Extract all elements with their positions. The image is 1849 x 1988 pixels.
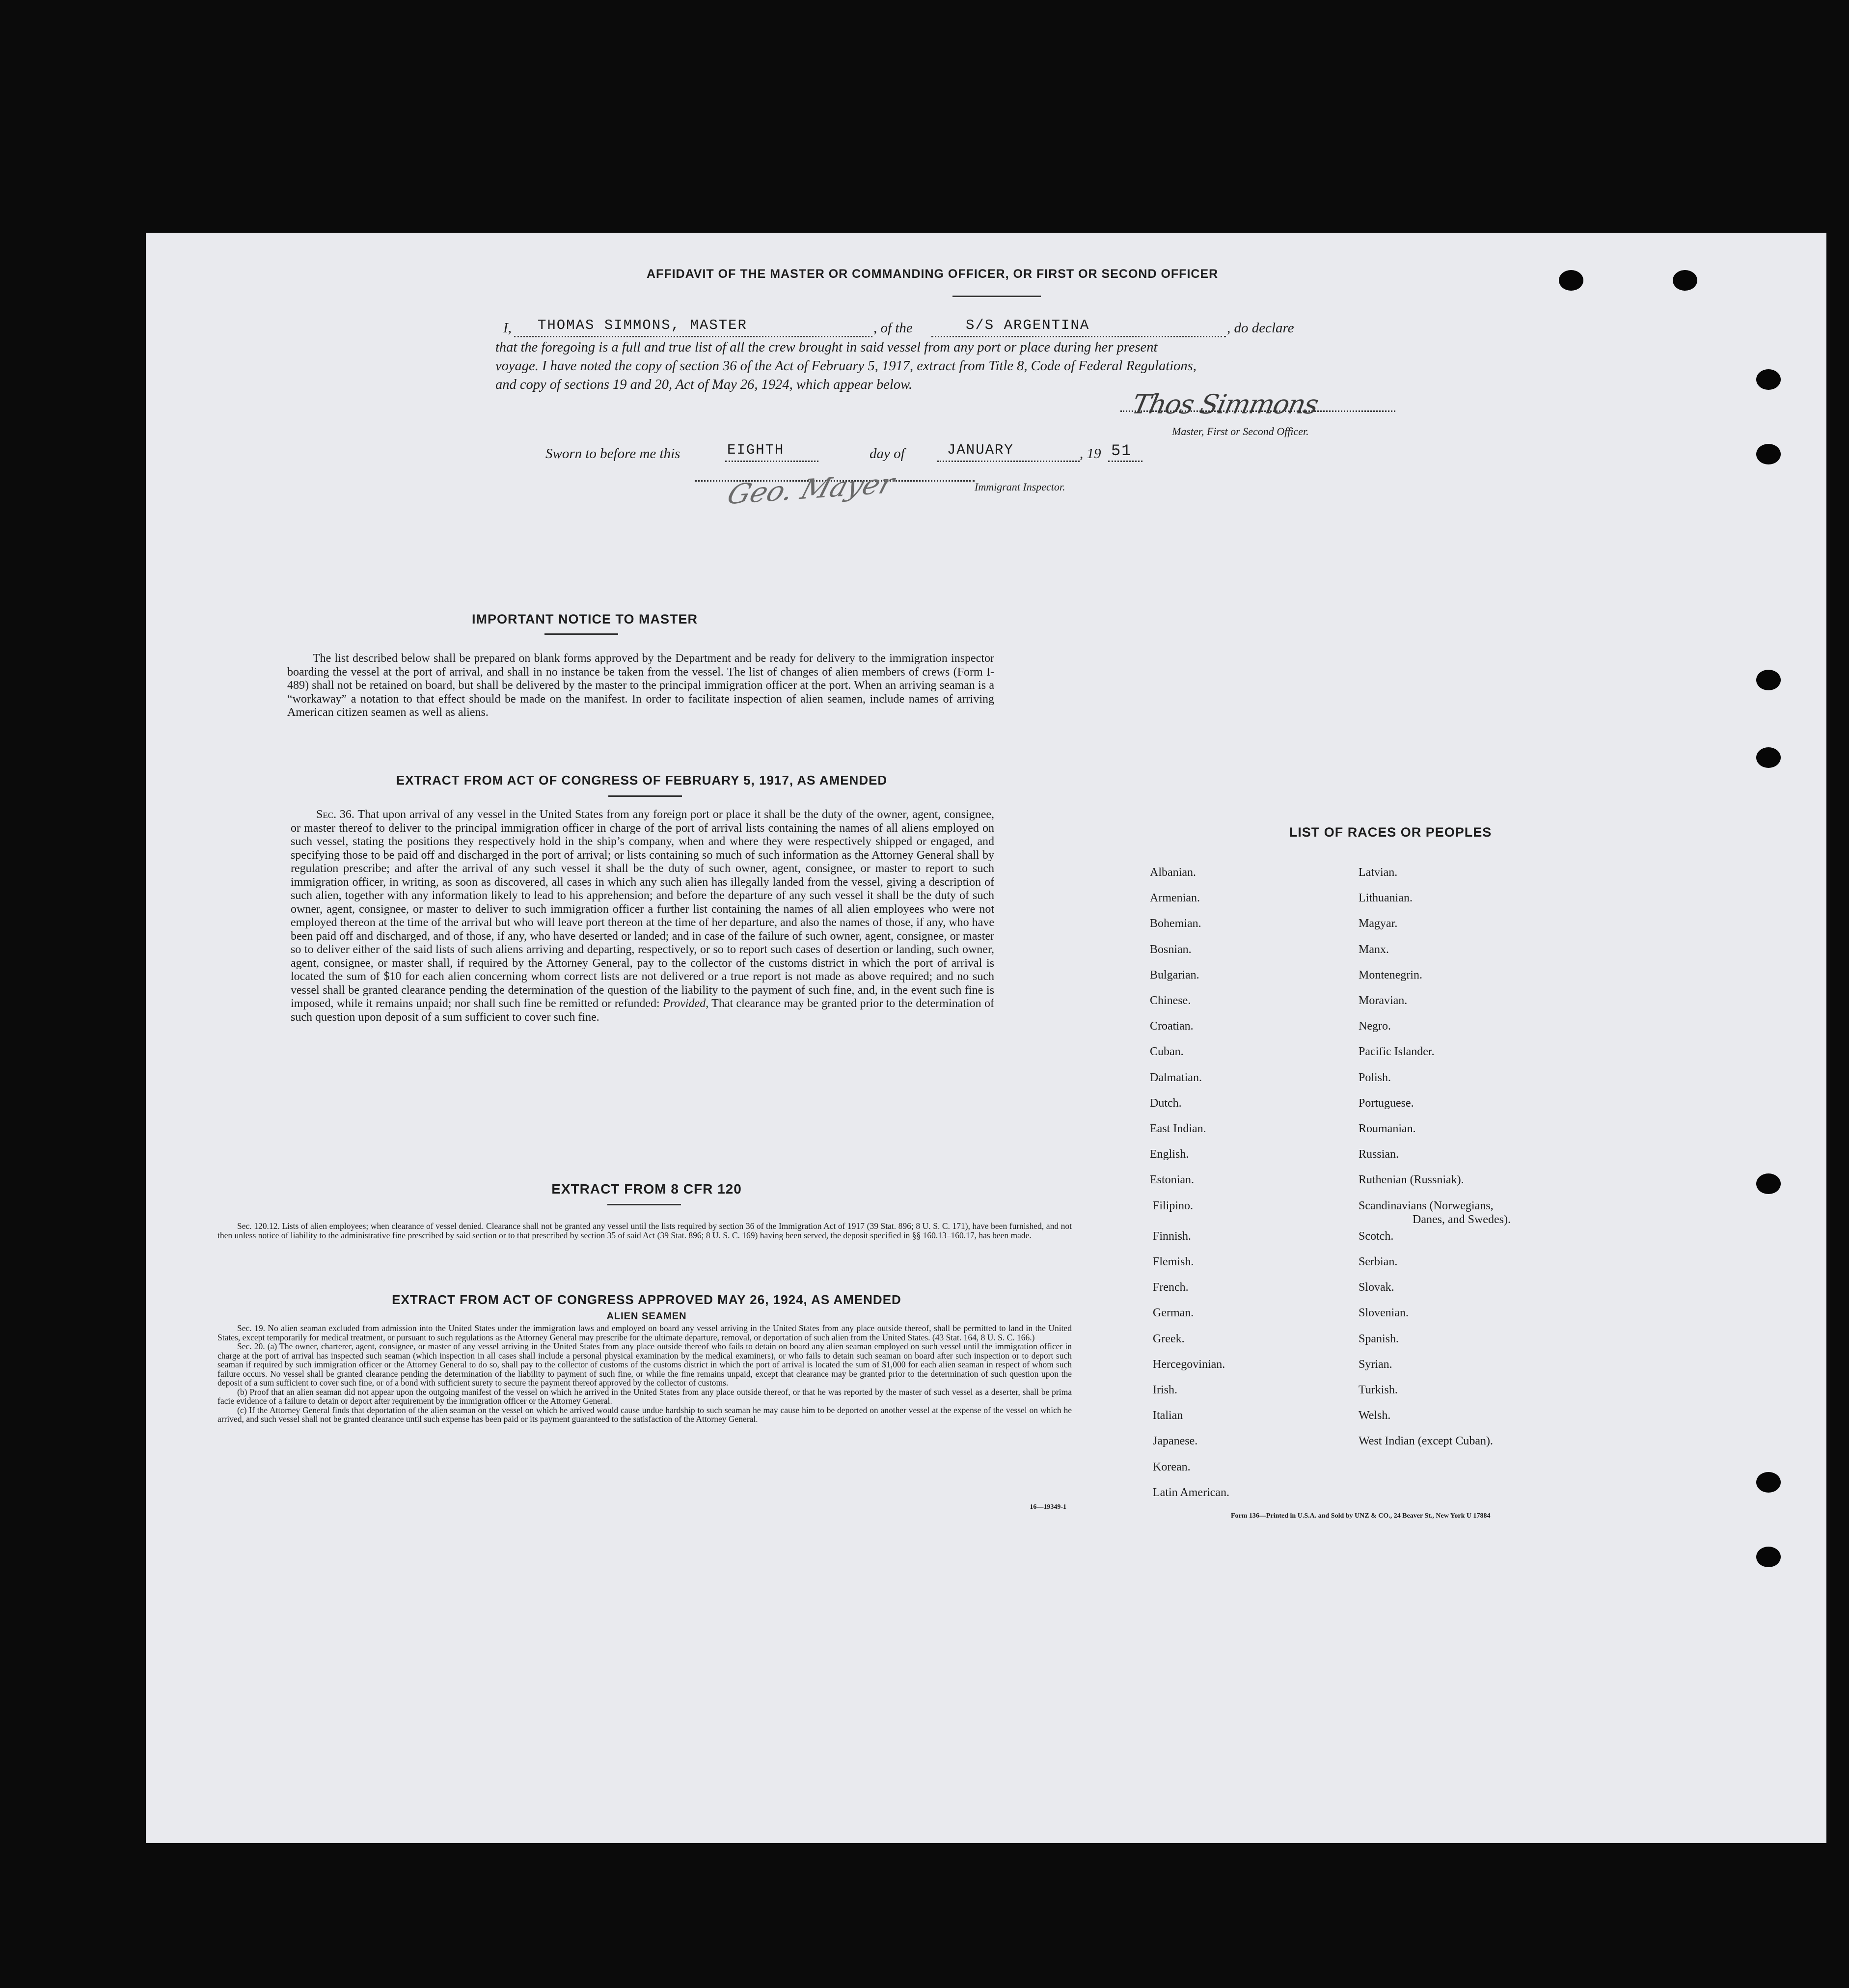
race-item: Finnish.	[1153, 1229, 1192, 1243]
sworn-day-line	[725, 444, 818, 462]
declarant-name: THOMAS SIMMONS, MASTER	[538, 317, 747, 333]
extract-1924-body	[218, 1324, 1072, 1424]
declarant-prefix: I,	[503, 320, 512, 336]
race-item: Moravian.	[1359, 994, 1408, 1007]
race-item: Negro.	[1359, 1020, 1391, 1033]
form-code: 16—19349-1	[1030, 1503, 1066, 1511]
vessel-name: S/S ARGENTINA	[966, 317, 1090, 333]
day-of-label: day of	[870, 446, 905, 462]
race-item: Scandinavians (Norwegians,	[1359, 1199, 1494, 1212]
notice-rule	[544, 633, 618, 635]
declarant-name-line	[514, 319, 872, 337]
race-item: Hercegovinian.	[1153, 1358, 1225, 1371]
sworn-month: JANUARY	[947, 442, 1014, 458]
punch-hole	[1756, 1173, 1781, 1194]
race-item: Filipino.	[1153, 1199, 1194, 1212]
race-item: Italian	[1153, 1409, 1183, 1422]
race-item: Dalmatian.	[1150, 1071, 1202, 1084]
extract-1917-body	[291, 808, 994, 1024]
race-item: Ruthenian (Russniak).	[1359, 1173, 1464, 1187]
race-item: Bosnian.	[1150, 943, 1192, 956]
sworn-month-line	[937, 444, 1080, 462]
cfr-title: EXTRACT FROM 8 CFR 120	[551, 1181, 742, 1197]
punch-hole	[1673, 270, 1697, 291]
sec-36-label: Sec. 36.	[316, 808, 354, 821]
sworn-prefix: Sworn to before me this	[545, 446, 680, 462]
punch-hole	[1756, 369, 1781, 390]
race-item: Armenian.	[1150, 892, 1200, 905]
race-item: Korean.	[1153, 1460, 1191, 1473]
race-item: Greek.	[1153, 1332, 1185, 1345]
race-item: Polish.	[1359, 1071, 1391, 1084]
notice-text: The list described below shall be prepared on blank forms approved by the Department and be ready for delivery to the immigration inspector boarding the vessel at the port of arrival, and shall in no instance be taken from the vessel. The list of changes of alien members of crews (Form I-489) shall not be retained on board, but shall be delivered by the master to the principal immigration officer at the port. When an arriving seaman is a “workaway” a notation to that effect should be made on the manifest. In order to facilitate inspection of alien seamen, include names of arriving American citizen seamen as well as aliens.	[287, 652, 994, 719]
race-item: Cuban.	[1150, 1045, 1184, 1059]
punch-hole	[1756, 1547, 1781, 1567]
race-item: Latin American.	[1153, 1486, 1229, 1499]
race-item: English.	[1150, 1148, 1189, 1161]
race-item: Portuguese.	[1359, 1096, 1414, 1110]
race-item: Syrian.	[1359, 1358, 1392, 1371]
race-item: Welsh.	[1359, 1409, 1391, 1422]
extract-1924-title: EXTRACT FROM ACT OF CONGRESS APPROVED MAY 26, 1924, AS AMENDED	[392, 1292, 901, 1307]
master-signature: Thos Simmons	[1129, 389, 1321, 420]
alien-seamen-subtitle: ALIEN SEAMEN	[606, 1311, 687, 1322]
affidavit-title: AFFIDAVIT OF THE MASTER OR COMMANDING OFFICER, OR FIRST OR SECOND OFFICER	[647, 267, 1219, 281]
sec-36-text: That upon arrival of any vessel in the United States from any foreign port or place it shall be the duty of the owner, agent, consignee, or master thereof to deliver to the principal immigration officer in charge of the port of arrival lists containing the names of all aliens employed on such vessel, stating the positions they respectively hold in the ship’s company, when and where they were respectively shipped or engaged, and specifying those to be paid off and discharged in the port of arrival; or lists containing so much of such information as the Attorney General shall by regulation prescribe; and after the arrival of any such vessel it shall be the duty of such owner, agent, consignee, or master to report to such immigration officer, in writing, as soon as discovered, all cases in which any such alien has illegally landed from the vessel, giving a description of such alien, together with any information likely to lead to his apprehension; and before the departure of any such vessel it shall be the duty of such owner, agent, consignee, or master to deliver to such immigration officer a further list containing the names of all alien employees who were not employed thereon at the time of the arrival but who will leave port thereon at the time of her departure, and also the names of those, if any, who have been paid off and discharged, and of those, if any, who have deserted or landed; and in case of the failure of such owner, agent, consignee, or master so to deliver either of the said lists of such aliens arriving and departing, respectively, or so to report such cases of desertion or landing, such owner, agent, consignee, or master shall, if required by the Attorney General, pay to the collector of the customs district in which the port of arrival is located the sum of $10 for each alien concerning whom correct lists are not delivered or a true report is not made as above required; and no such vessel shall be granted clearance pending the determination of the question of the liability to the payment of such fine, and, in the event such fine is imposed, while it remains unpaid; nor shall such fine be remitted or refunded:	[291, 808, 994, 1010]
sec-19-text: Sec. 19. No alien seaman excluded from admission into the United States under the immigration laws and employed on board any vessel arriving in the United States from any place outside thereof, shall be permitted to land in the United States, except temporarily for medical treatment, or pursuant to such regulations as the Attorney General may prescribe for the ultimate departure, removal, or deportation of such alien from the United States. (43 Stat. 164, 8 U. S. C. 166.)	[218, 1323, 1072, 1342]
race-item: Manx.	[1359, 943, 1389, 956]
race-item: Montenegrin.	[1359, 968, 1422, 981]
punch-hole	[1756, 444, 1781, 464]
affidavit-statement-line: and copy of sections 19 and 20, Act of May 26, 1924, which appear below.	[495, 377, 913, 392]
master-signature-line	[1120, 409, 1395, 412]
sec-20b-text: (b) Proof that an alien seaman did not appear upon the outgoing manifest of the vessel on which he arrived in the United States from any place outside thereof, or that he was reported by the master of such vessel as a deserter, shall be prima facie evidence of a failure to detain or deport after requirement by the immigration officer or the Attorney General.	[218, 1387, 1072, 1406]
races-left-column	[1150, 866, 1297, 1499]
of-the-label: , of the	[873, 320, 913, 336]
race-item: Danes, and Swedes).	[1413, 1213, 1511, 1226]
race-item: Latvian.	[1359, 866, 1398, 879]
document-page	[146, 233, 1826, 1843]
printer-footer: Form 136—Printed in U.S.A. and Sold by UNZ & CO., 24 Beaver St., New York U 17884	[1231, 1512, 1491, 1520]
notice-title: IMPORTANT NOTICE TO MASTER	[472, 612, 698, 626]
affidavit-statement-line: voyage. I have noted the copy of section 36 of the Act of February 5, 1917, extract from Title 8, Code of Federal Regulations,	[495, 358, 1196, 374]
races-title: LIST OF RACES OR PEOPLES	[1289, 825, 1492, 840]
punch-hole	[1756, 747, 1781, 768]
year-suffix: 51	[1111, 442, 1132, 460]
race-item: West Indian (except Cuban).	[1359, 1435, 1493, 1448]
sec-20c-text: (c) If the Attorney General finds that deportation of the alien seaman on the vessel on which he arrived would cause undue hardship to such seaman he may cause him to be deported on another vessel at the expense of the vessel on which he arrived, and such vessel shall not be granted clearance until such expense has been paid or its payment guaranteed to the satisfaction of the Attorney General.	[218, 1405, 1072, 1424]
race-item: Spanish.	[1359, 1332, 1399, 1345]
race-item: Slovak.	[1359, 1281, 1394, 1294]
sworn-day: EIGHTH	[727, 442, 785, 458]
race-item: Turkish.	[1359, 1384, 1398, 1396]
race-item: Albanian.	[1150, 866, 1196, 879]
notice-body	[287, 652, 994, 720]
sec-20a-text: Sec. 20. (a) The owner, charterer, agent, consignee, or master of any vessel arriving in the United States from any place outside thereof who fails to detain on board any alien seaman employed on such vessel until the immigration officer in charge at the port of arrival has inspected such seaman (which inspection in all cases shall include a personal physical examination by the medical examiners), or who fails to detain such seaman on board after such inspection or to deport such seaman if required by such immigration officer or the Attorney General to do so, shall pay to the collector of customs of the customs district in which the port of arrival is located the sum of $1,000 for each alien seaman in respect of whom such failure occurs. No vessel shall be granted clearance pending the determination of the liability to payment of such fine, or while the fine remains unpaid, except that clearance may be granted prior to the determination of such question upon the deposit of a sum sufficient to cover such fine, or of a bond with sufficient surety to secure the payment thereof approved by the collector of customs.	[218, 1341, 1072, 1388]
race-item: Pacific Islander.	[1359, 1045, 1435, 1059]
race-item: Scotch.	[1359, 1229, 1394, 1243]
cfr-body	[218, 1222, 1072, 1240]
inspector-signature: Geo. Mayer	[723, 467, 898, 511]
punch-hole	[1756, 670, 1781, 690]
races-right-column	[1359, 866, 1614, 1499]
provided-label: Provided,	[663, 997, 709, 1010]
race-item: Lithuanian.	[1359, 892, 1413, 905]
vessel-name-line	[931, 319, 1226, 337]
inspector-caption: Immigrant Inspector.	[975, 481, 1065, 493]
race-item: Japanese.	[1153, 1435, 1198, 1448]
race-item: East Indian.	[1150, 1122, 1206, 1135]
race-item: German.	[1153, 1307, 1194, 1320]
extract-1917-rule	[608, 795, 682, 797]
do-declare-label: , do declare	[1227, 320, 1294, 336]
year-prefix: , 19	[1080, 446, 1101, 462]
race-item: Dutch.	[1150, 1096, 1182, 1110]
race-item: Bohemian.	[1150, 917, 1201, 930]
race-item: Magyar.	[1359, 917, 1398, 930]
race-item: Bulgarian.	[1150, 968, 1199, 981]
race-item: Flemish.	[1153, 1255, 1194, 1268]
race-item: Irish.	[1153, 1384, 1177, 1396]
cfr-rule	[607, 1204, 681, 1205]
title-rule	[952, 296, 1041, 297]
sec-36-text-end: That clearance may be granted prior to the determination of such question upon deposit of a sum sufficient to cover such fine.	[291, 997, 995, 1024]
race-item: Serbian.	[1359, 1255, 1398, 1268]
master-caption: Master, First or Second Officer.	[1172, 425, 1309, 437]
race-item: Croatian.	[1150, 1020, 1194, 1033]
race-item: Roumanian.	[1359, 1122, 1416, 1135]
punch-hole	[1559, 270, 1583, 291]
extract-1917-title: EXTRACT FROM ACT OF CONGRESS OF FEBRUARY 5, 1917, AS AMENDED	[396, 773, 888, 788]
race-item: Russian.	[1359, 1148, 1399, 1161]
cfr-text: Sec. 120.12. Lists of alien employees; when clearance of vessel denied. Clearance shall not be granted any vessel until the lists required by section 36 of the Immigration Act of 1917 (39 Stat. 896; 8 U. S. C. 171), have been furnished, and not then unless notice of liability to the administrative fine prescribed by said section or to that prescribed by section 35 of said Act (39 Stat. 896; 8 U. S. C. 169) having been served, the deposit specified in §§ 160.13–160.17, has been made.	[218, 1221, 1072, 1240]
affidavit-statement-line: that the foregoing is a full and true list of all the crew brought in said vessel from any port or place during her present	[495, 340, 1158, 355]
year-line	[1108, 444, 1142, 462]
race-item: French.	[1153, 1281, 1189, 1294]
race-item: Estonian.	[1150, 1173, 1194, 1187]
race-item: Chinese.	[1150, 994, 1191, 1007]
punch-hole	[1756, 1472, 1781, 1493]
race-item: Slovenian.	[1359, 1307, 1409, 1320]
